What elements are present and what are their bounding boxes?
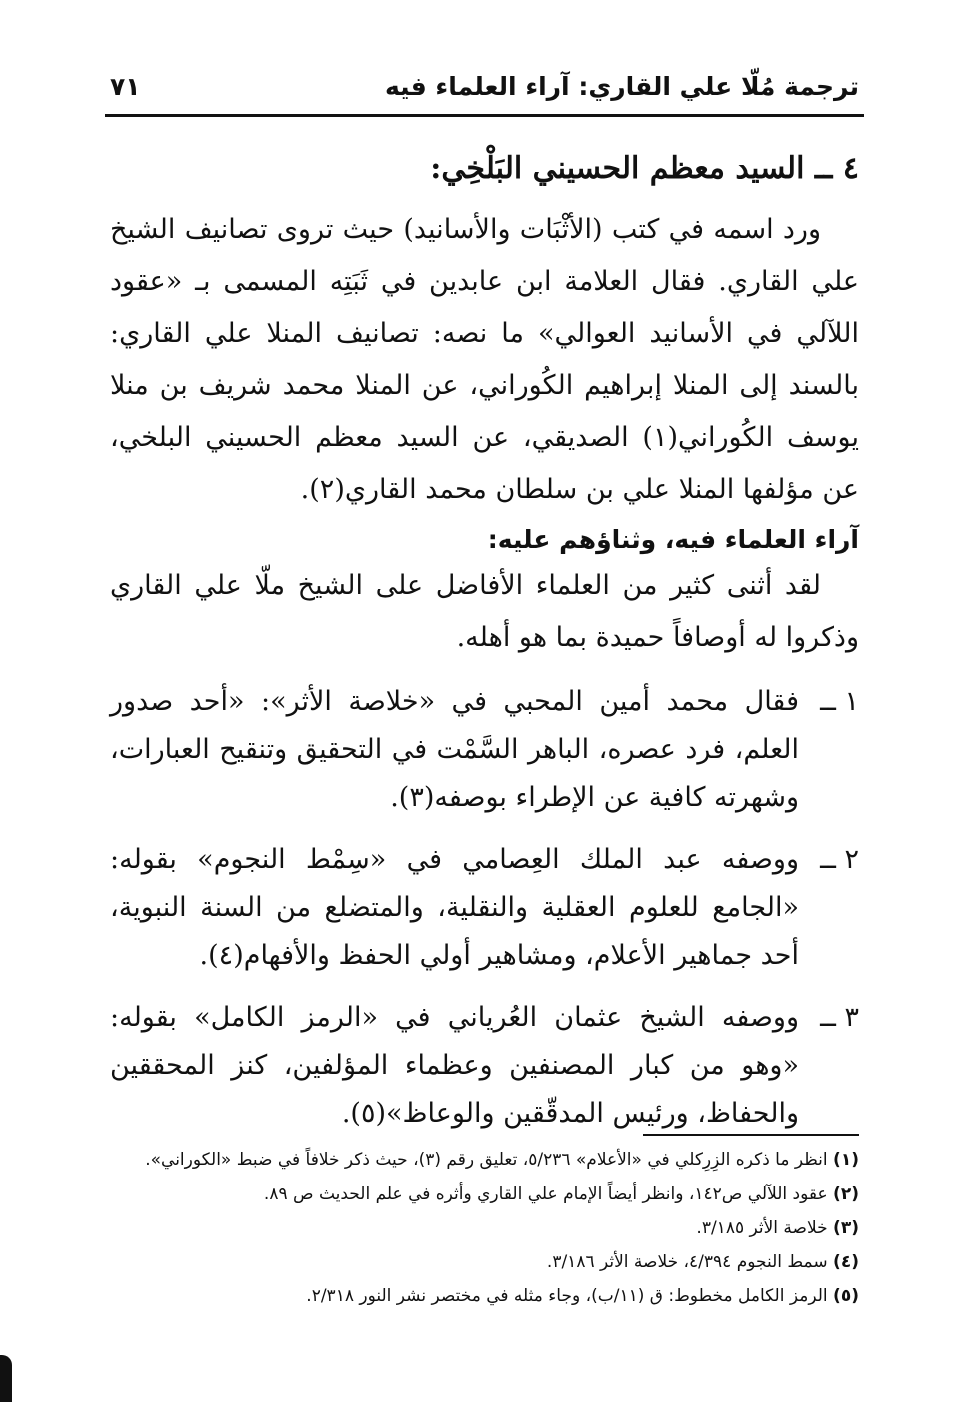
footnote-rule [643, 1134, 859, 1136]
list-item-text: ووصفه عبد الملك العِصامي في «سِمْط النجوم» بقوله: «الجامع للعلوم العقلية والنقلية، والمتضلع من السنة النبوية، أحد جماهير الأعلام، ومشاهير أولي الحفظ والأفهام(٤). [110, 844, 799, 971]
footnote [110, 1145, 859, 1175]
list-item-text: ووصفه الشيخ عثمان العُرياني في «الرمز الكامل» بقوله: «وهو من كبار المصنفين وعظماء المؤلفين، كنز المحققين والحفاظ، ورئيس المدقّقين والوعاظ»(٥). [110, 1002, 799, 1129]
list-item [110, 678, 859, 822]
scan-edge-mark [0, 1355, 12, 1402]
footnote-text: انظر ما ذكره الزِرِكلي في «الأعلام» ٥/٢٣٦، تعليق رقم (٣)، حيث ذكر خلافاً في ضبط «الكوراني». [145, 1150, 828, 1170]
footnote [110, 1213, 859, 1243]
footnote-number: (٤) [833, 1252, 859, 1272]
section-paragraph: ورد اسمه في كتب (الأثْبَات والأسانيد) حيث تروى تصانيف الشيخ علي القاري. فقال العلامة ابن عابدين في ثَبَتِه المسمى بـ «عقود اللآلي في الأسانيد العوالي» ما نصه: تصانيف المنلا علي القاري: بالسند إلى المنلا إبراهيم الكُوراني، عن المنلا محمد شريف بن منلا يوسف الكُوراني(١) الصديقي، عن السيد معظم الحسيني البلخي، عن مؤلفها المنلا علي بن سلطان محمد القاري(٢). [110, 214, 859, 505]
header-title: ترجمة مُلّا علي القاري: آراء العلماء فيه [384, 71, 859, 101]
list-marker: ١ ــ [820, 686, 859, 717]
footnote-text: سمط النجوم ٤/٣٩٤، خلاصة الأثر ٣/١٨٦. [546, 1252, 828, 1272]
footnote-text: الرمز الكامل مخطوط: ق (١١/ب)، وجاء مثله في مختصر نشر النور ٢/٣١٨. [306, 1286, 828, 1306]
header-rule [105, 114, 864, 117]
footnote [110, 1281, 859, 1311]
list-item-text: فقال محمد أمين المحبي في «خلاصة الأثر»: «أحد صدور العلم، فرد عصره، الباهر السَّمْت في التحقيق وتنقيح العبارات، وشهرته كافية عن الإطراء بوصفه(٣). [110, 686, 799, 813]
footnote-number: (٢) [833, 1184, 859, 1204]
footnote-text: خلاصة الأثر ٣/١٨٥. [696, 1218, 828, 1238]
section-heading: ٤ ــ السيد معظم الحسيني البَلْخِي: [430, 151, 859, 186]
footnote [110, 1179, 859, 1209]
list-marker: ٢ ــ [820, 844, 859, 875]
main-text [110, 140, 859, 1138]
list-item [110, 994, 859, 1138]
opinions-heading: آراء العلماء فيه، وثناؤهم عليه: [487, 525, 859, 554]
footnote-text: عقود اللآلي ص١٤٢، وانظر أيضاً الإمام علي القاري وأثره في علم الحديث ص ٨٩. [263, 1184, 828, 1204]
list-item [110, 836, 859, 980]
footnote [110, 1247, 859, 1277]
footnote-number: (٥) [833, 1286, 859, 1306]
opinions-intro: لقد أثنى كثير من العلماء الأفاضل على الشيخ ملّا علي القاري وذكروا له أوصافاً حميدة بما هو أهله. [110, 570, 859, 653]
page-number: ٧١ [110, 71, 141, 101]
footnotes [110, 1145, 859, 1315]
footnote-number: (٣) [833, 1218, 859, 1238]
footnote-number: (١) [833, 1150, 859, 1170]
running-header [110, 62, 859, 110]
list-marker: ٣ ــ [820, 1002, 859, 1033]
